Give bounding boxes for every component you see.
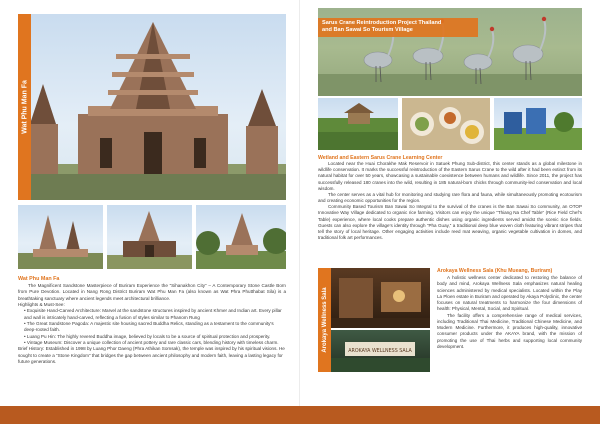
side-tab-wat-phu-man-fa: Wat Phu Man Fa [18,14,31,200]
wat-phu-man-fa-title: Wat Phu Man Fa [18,276,60,282]
arokaya-title: Arokaya Wellness Sala (Khu Mueang, Buriram) [437,268,553,274]
sandstone-building-photo [107,205,192,269]
arokaya-body [437,275,582,350]
wat-phu-man-fa-body [18,283,286,365]
highlight-item: • Luang Pu Hin: The highly revered Buddha image, believed by locals to be a source of spiritual protection and prosperity. [24,333,271,339]
crane-paragraph: Community Based Tourism Ban Sawai So Integral to the survival of the cranes is the Ban Sawai So community, an OTOP Innovative Way Village dedicated to organic rice farming. Visitors can enjoy the unique “Thiang Na Chef Table” (Rice Field Chef’s Table) experience, where local cooks prepare authentic dishes using organic ingredients served amidst the scenic rice fields. Guests can also explore the village’s identity through “Pha Guay,” a traditional deep blue woven cloth featuring vibrant stripes that tell the story of local heritage. Other engaging activities include reed mat weaving, organic vegetable cultivation in domes, and traditional folk art performances. [318,204,582,241]
footer-bar [0,406,600,424]
arokaya-paragraph: The facility offers a comprehensive range of medical services, including Traditional Thai Medicine, Traditional Chinese Medicine, and Modern Medicine. Furthermore, it produces high-quality, innovative consumer products under the AKAYA brand, with the mission of promoting the use of Thai herbs and supporting local community development. [437,312,582,349]
arokaya-paragraph: A holistic wellness center dedicated to restoring the balance of body and mind, Arokaya Wellness Sala emphasizes natural healing sciences administered by medical specialists. Located within the Play La Ploen estate in Buriram and operated by Akaya Polyclinic, the center focuses on natural treatments to harmonize the four dimensions of health: Physical, Mental, Social, and Spiritual. [437,275,582,312]
crane-project-title: Sarus Crane Reintroduction Project Thailand and Ban Sawai So Tourism Village [318,18,478,37]
chef-table-food-photo [402,98,490,150]
brief-history: Brief History: Established in 1998 by Luang Phor Daeng (Phra Athikan Somsak), the temple was inspired by his spiritual visions. He sought to create a “Stone Kingdom” that bridges the gap between ancient philosophy and modern faith, leaving a lasting legacy for future generations. [18,346,285,364]
left-page [0,0,300,406]
side-tab-arokaya: Arokaya Wellness Sala [318,268,331,372]
crane-center-title: Wetland and Eastern Sarus Crane Learning Center [318,155,443,161]
crane-center-body [318,161,582,241]
highlight-item: • Exquisite Hand-Carved Architecture: Marvel at the sandstone structures inspired by ancient Khmer and Indian art. Every pillar and wall is intricately hand-carved, reflecting a fusion of styles similar to Phanom Rung [24,308,282,320]
wellness-sign-photo [331,330,430,372]
temple-grounds-photo [196,205,286,269]
wellness-interior-photo [331,268,430,328]
temple-hero-photo [18,14,286,200]
highlight-item: • Vintage Museum: Discover a unique collection of ancient pottery and rare classic cars, blending history with timeless charm. [24,339,279,345]
pagoda-photo [18,205,103,269]
highlight-item: • The Great Sandstone Pagoda: A majestic site housing sacred Buddha Relics, standing as a testament to the community’s deep-rooted faith. [24,320,274,333]
intro-paragraph: The Magnificent Sandstone Masterpiece of Buriram Experience the “Sihanakhon City” – A Contemporary Stone Castle Born from Pure Devotion. Located in Nang Rong District Buriram Wat Phu Man Fa (also known as Wat Phra Phutthabat Sila) is a breathtaking sanctuary where ancient legends meet architectural brilliance. [18,283,286,301]
highlights-heading: Highlights & Must-See: [18,301,65,307]
rice-field-photo [318,98,398,150]
crane-paragraph: The center serves as a vital hub for monitoring and studying rare flora and fauna, while simultaneously promoting ecotourism and creating economic opportunities for the region. [318,191,582,204]
village-cultivation-photo [494,98,582,150]
crane-paragraph: Located near the Huai Chorakhe Mak Reservoir in Satuek Phung Sub-district, this center stands as a global milestone in wildlife conservation. It marks the successful reintroduction of the Eastern Sarus Crane to the wild after it had been extinct from its natural habitat for over 50 years, showcasing a sustainable coexistence between humans and wildlife. Since 2011, the project has successfully released 180 cranes into the wild, resulting in 185 natural-born chicks through community-led conservation and local wisdom. [318,161,582,191]
wellness-sign-text: AROKAYA WELLNESS SALA [348,349,412,354]
